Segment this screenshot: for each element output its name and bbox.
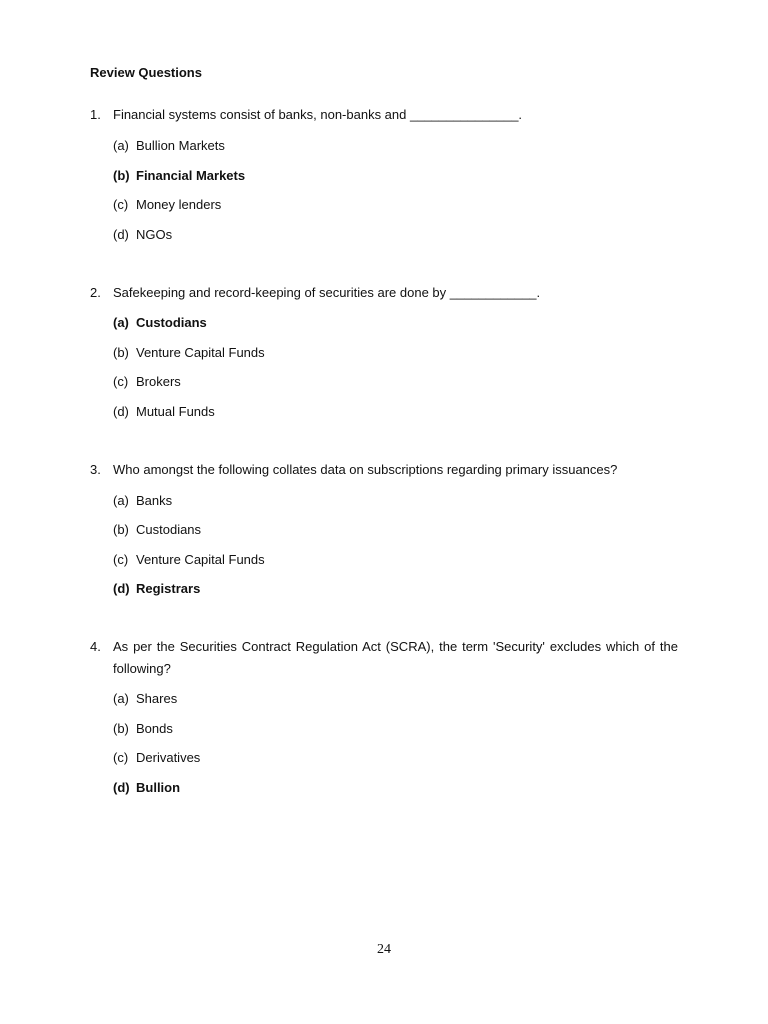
question-text: Safekeeping and record-keeping of securities are done by ____________. <box>113 285 541 300</box>
question-number: 1. <box>90 107 101 122</box>
option-1b-correct <box>113 167 245 185</box>
option-4b <box>113 720 173 738</box>
option-letter: (a) <box>113 691 129 706</box>
option-letter: (d) <box>113 581 130 596</box>
question-3 <box>90 459 678 481</box>
question-number: 4. <box>90 639 101 654</box>
option-text: Bullion <box>136 780 181 795</box>
option-letter: (c) <box>113 750 129 765</box>
page-number: 24 <box>377 942 391 957</box>
option-1a <box>113 137 225 155</box>
option-4a <box>113 690 177 708</box>
option-letter: (b) <box>113 345 129 360</box>
option-letter: (d) <box>113 780 130 795</box>
question-text: As per the Securities Contract Regulation Act (SCRA), the term 'Security' excludes which of the following? <box>113 639 678 676</box>
option-text: Venture Capital Funds <box>136 345 265 360</box>
question-number: 3. <box>90 462 101 477</box>
option-letter: (a) <box>113 315 129 330</box>
option-4d-correct <box>113 779 180 797</box>
option-2c <box>113 373 181 391</box>
question-2 <box>90 282 678 304</box>
option-letter: (b) <box>113 522 129 537</box>
option-2d <box>113 403 215 421</box>
option-3c <box>113 551 265 569</box>
question-4 <box>90 636 678 680</box>
option-letter: (c) <box>113 374 129 389</box>
option-2b <box>113 344 265 362</box>
option-3d-correct <box>113 580 200 598</box>
question-number: 2. <box>90 285 101 300</box>
option-text: NGOs <box>136 227 173 242</box>
option-text: Registrars <box>136 581 201 596</box>
option-1c <box>113 196 221 214</box>
question-1 <box>90 104 678 126</box>
option-3b <box>113 521 201 539</box>
option-letter: (b) <box>113 168 130 183</box>
option-letter: (c) <box>113 552 129 567</box>
option-text: Derivatives <box>136 750 201 765</box>
option-1d <box>113 226 172 244</box>
option-text: Custodians <box>136 315 207 330</box>
option-text: Mutual Funds <box>136 404 215 419</box>
option-text: Brokers <box>136 374 181 389</box>
option-text: Custodians <box>136 522 202 537</box>
option-letter: (a) <box>113 493 129 508</box>
section-heading: Review Questions <box>90 65 202 80</box>
option-text: Venture Capital Funds <box>136 552 265 567</box>
option-2a-correct <box>113 314 207 332</box>
option-text: Bullion Markets <box>136 138 225 153</box>
question-text: Who amongst the following collates data on subscriptions regarding primary issuances? <box>113 462 618 477</box>
question-text: Financial systems consist of banks, non-banks and _______________. <box>113 107 523 122</box>
option-letter: (d) <box>113 227 129 242</box>
option-3a <box>113 492 172 510</box>
option-text: Money lenders <box>136 197 222 212</box>
option-letter: (b) <box>113 721 129 736</box>
option-letter: (d) <box>113 404 129 419</box>
option-text: Bonds <box>136 721 173 736</box>
option-letter: (c) <box>113 197 129 212</box>
option-letter: (a) <box>113 138 129 153</box>
option-text: Banks <box>136 493 173 508</box>
option-text: Shares <box>136 691 178 706</box>
option-text: Financial Markets <box>136 168 246 183</box>
option-4c <box>113 749 200 767</box>
